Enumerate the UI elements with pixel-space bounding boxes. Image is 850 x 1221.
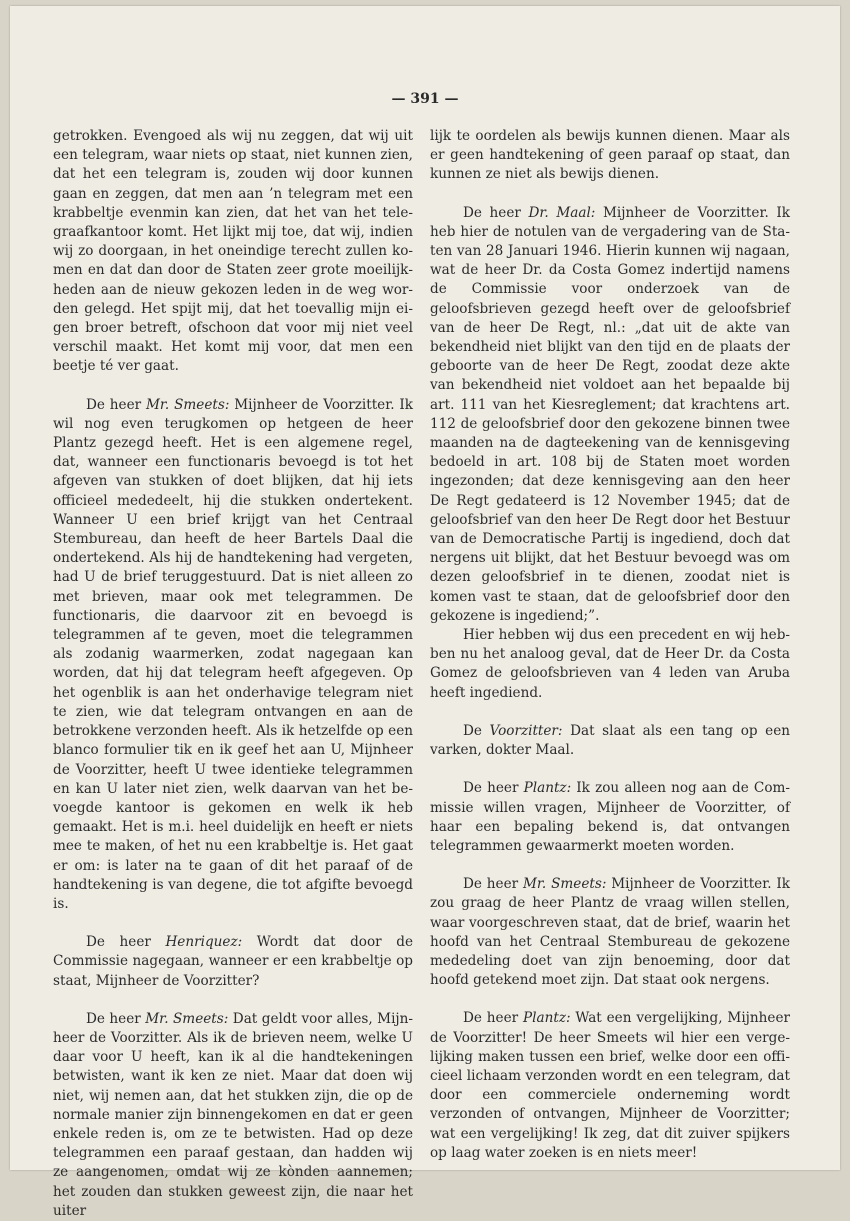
speech-text: Mijnheer de Voorzitter. Ik wil nog even terugkomen op hetgeen de heer Plantz gezegd heeft. Het is een algemene regel, dat, wanneer een functionaris bevoegd is tot het afgeven van stukken of doet blijken, dat hij iets officieel mededeelt, hij die stukken ondertekent. Wanneer U een brief krijgt van het Centraal Stembureau, dan heeft de heer Bartels Daal die ondertekend. Als hij de handtekening had vergeten, had U de brief teruggestuurd. Dat is niet alleen zo met brieven, maar ook met telegrammen. De functionaris, die daarvoor zit en bevoegd is telegrammen af te geven, moet die telegrammen als zodanig waarmerken, zodat nagegaan kan worden, dat hij dat telegram heeft afgegeven. Op het ogenblik is aan het onderhavige telegram niet te zien, wie dat telegram ontvangen en aan de betrokkene verzonden heeft. Als ik hetzelfde op een blanco formulier tik en ik geef het aan U, Mijnheer de Voorzitter, heeft U twee identieke telegrammen en kan U later niet zien, welk daarvan van het bevoegde kantoor is gekomen en welk ik heb gemaakt. Het is m.i. heel duidelijk en heeft er niets mee te maken, of het nu een krabbeltje is. Het gaat er om: is later na te gaan of dit het paraaf of de handtekening is van degene, die tot afgifte bevoegd is. xyxy=(53,396,413,912)
page-number: — 391 — xyxy=(391,91,459,107)
speech-text: Mijnheer de Voorzitter. Ik heb hier de notulen van de vergadering van de Staten van 28 Januari 1946. Hierin kunnen wij nagaan, wat de heer Dr. da Costa Gomez indertijd namens de Commissie voor onderzoek van de geloofsbrieven gezegd heeft over de geloofsbrief van de heer De Regt, nl.: „dat uit de akte van bekendheid niet blijkt van den tijd en de plaats der geboorte van de heer De Regt, zoodat deze akte van bekendheid niet voldoet aan het bepaalde bij art. 111 van het Kiesreglement; dat krachtens art. 112 de geloofsbrief door den gekozene binnen twee maanden na de dagteekening van de kennisgeving bedoeld in art. 108 bij de Staten moet worden ingezonden; dat deze kennisgeving aan den heer De Regt gedateerd is 12 November 1945; dat de geloofsbrief van den heer De Regt door het Bestuur van de Democratische Partij is ingediend, doch dat nergens uit blijkt, dat het Bestuur bevoegd was om dezen geloofsbrief in te dienen, zoodat niet is komen vast te staan, dat de geloofsbrief door den gekozene is ingediend;”. xyxy=(430,204,790,624)
left-column xyxy=(53,127,413,1221)
speaker-name: Mr. Smeets: xyxy=(145,1010,229,1027)
paragraph: lijk te oordelen als bewijs kunnen dienen. Maar als er geen handtekening of geen paraaf op staat, dan kunnen ze niet als bewijs dienen. xyxy=(430,128,790,183)
right-column xyxy=(430,127,790,1163)
paragraph: getrokken. Evengoed als wij nu zeggen, dat wij uit een telegram, waar niets op staat, niet kunnen zien, dat het een telegram is, zouden wij door kunnen gaan en zeggen, dat men aan ’n telegram met een krabbeltje evenmin kan zien, dat het van het telegraafkantoor komt. Het lijkt mij toe, dat wij, indien wij zo doorgaan, in het oneindige terecht zullen komen en dat dan door de Staten zeer grote moeilijkheden aan de nieuw gekozen leden in de weg worden gelegd. Het spijt mij, dat het toevallig mijn eigen broer betreft, ofschoon dat voor mij niet veel verschil maakt. Het komt mij voor, dat men een beetje té ver gaat. xyxy=(53,128,413,375)
speech-text: Ik zou alleen nog aan de Commissie willen vragen, Mijnheer de Voorzitter, of haar een bepaling bekend is, dat ontvangen telegrammen gewaarmerkt moeten worden. xyxy=(430,780,790,854)
speech-prefix: De heer xyxy=(463,780,524,797)
paragraph: Hier hebben wij dus een precedent en wij hebben nu het analoog geval, dat de Heer Dr. da Costa Gomez de geloofsbrieven van 4 leden van Aruba heeft ingediend. xyxy=(430,627,790,701)
speaker-name: Plantz: xyxy=(523,780,572,797)
speech-paragraph xyxy=(430,722,790,760)
speech-paragraph xyxy=(53,1010,413,1221)
speech-prefix: De heer xyxy=(463,876,523,893)
speech-prefix: De heer xyxy=(86,396,146,413)
speech-prefix: De xyxy=(463,722,490,739)
speaker-name: Mr. Smeets: xyxy=(523,876,607,893)
speech-prefix: De heer xyxy=(86,1010,146,1027)
speech-text: Mijnheer de Voorzitter. Ik zou graag de heer Plantz de vraag willen stellen, waar voorgeschreven staat, dat de brief, waarin het hoofd van het Centraal Stembureau de gekozene mededeling doet van zijn benoeming, door dat hoofd getekend moet zijn. Dat staat ook nergens. xyxy=(430,876,790,989)
speech-prefix: De heer xyxy=(86,934,166,951)
speech-paragraph xyxy=(430,875,790,990)
speech-text: Dat slaat als een tang op een varken, dokter Maal. xyxy=(430,722,790,759)
speech-text: Wordt dat door de Commissie nagegaan, wanneer er een krabbeltje op staat, Mijnheer de Voorzitter? xyxy=(53,934,413,989)
speech-paragraph xyxy=(430,204,790,626)
speech-paragraph xyxy=(430,779,790,856)
speech-text: Wat een vergelijking, Mijnheer de Voorzitter! De heer Smeets wil hier een vergelijking maken tussen een brief, welke door een officieel lichaam verzonden wordt en een telegram, dat door een commerciele onderneming wordt verzonden of ontvangen, Mijnheer de Voorzitter; wat een vergelijking! Ik zeg, dat dit zuiver spijkers op laag water zoeken is en niets meer! xyxy=(430,1010,790,1161)
speech-paragraph xyxy=(430,1009,790,1163)
speech-paragraph xyxy=(53,396,413,914)
speech-prefix: De heer xyxy=(463,1010,523,1027)
speaker-name: Henriquez: xyxy=(165,934,243,951)
speaker-name: Plantz: xyxy=(523,1010,571,1027)
speaker-name: Mr. Smeets: xyxy=(146,396,230,413)
speech-text: Dat geldt voor alles, Mijnheer de Voorzitter. Als ik de brieven neem, welke U daar voor U heeft, kan ik al die handtekeningen betwisten, want ik ken ze niet. Maar dat doen wij niet, wij nemen aan, dat het stukken zijn, die op de normale manier zijn binnengekomen en dat er geen enkele reden is, om ze te betwisten. Had op deze telegrammen een paraaf gestaan, dan hadden wij ze aangenomen, omdat wij ze kònden aannemen; het zouden dan stukken geweest zijn, die naar het uiter xyxy=(53,1010,413,1219)
speech-prefix: De heer xyxy=(463,204,529,221)
speech-paragraph xyxy=(53,933,413,991)
speaker-name: Voorzitter: xyxy=(489,722,563,739)
speaker-name: Dr. Maal: xyxy=(528,204,596,221)
